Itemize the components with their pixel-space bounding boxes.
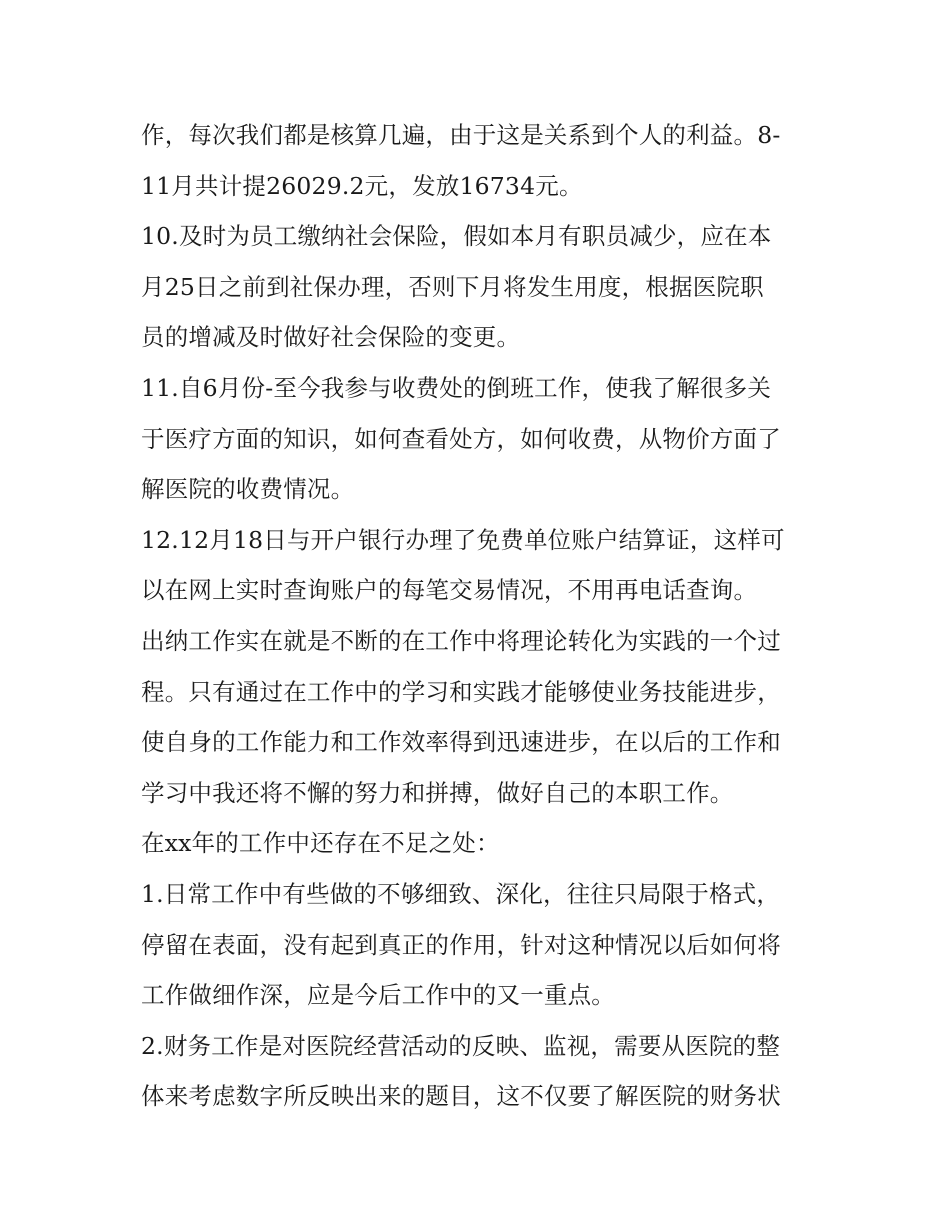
text-line: 11月共计提26029.2元，发放16734元。 <box>141 171 583 200</box>
text-line: 工作做细作深，应是今后工作中的又一重点。 <box>141 981 615 1010</box>
text-line: 于医疗方面的知识，如何查看处方，如何收费，从物价方面了 <box>141 424 781 453</box>
text-line: 程。只有通过在工作中的学习和实践才能够使业务技能进步， <box>141 677 781 706</box>
text-line: 出纳工作实在就是不断的在工作中将理论转化为实践的一个过 <box>141 626 781 655</box>
text-line: 12.12月18日与开户银行办理了免费单位账户结算证，这样可 <box>141 525 785 554</box>
text-line: 体来考虑数字所反映出来的题目，这不仅要了解医院的财务状 <box>141 1082 781 1111</box>
text-line: 解医院的收费情况。 <box>141 475 355 504</box>
text-line: 2.财务工作是对医院经营活动的反映、监视，需要从医院的整 <box>141 1031 781 1060</box>
text-line: 停留在表面，没有起到真正的作用，针对这种情况以后如何将 <box>141 930 781 959</box>
text-line: 使自身的工作能力和工作效率得到迅速进步，在以后的工作和 <box>141 728 781 757</box>
text-line: 作，每次我们都是核算几遍，由于这是关系到个人的利益。8- <box>141 121 781 149</box>
text-line: 10.及时为员工缴纳社会保险，假如本月有职员减少，应在本 <box>141 222 772 251</box>
document-body <box>141 110 821 1122</box>
text-line: 在xx年的工作中还存在不足之处： <box>141 829 500 858</box>
text-line: 1.日常工作中有些做的不够细致、深化，往往只局限于格式， <box>141 879 781 908</box>
text-line: 以在网上实时查询账户的每笔交易情况，不用再电话查询。 <box>141 576 758 605</box>
text-line: 月25日之前到社保办理，否则下月将发生用度，根据医院职 <box>141 272 764 301</box>
text-line: 学习中我还将不懈的努力和拼搏，做好自己的本职工作。 <box>141 778 734 807</box>
text-line: 11.自6月份-至今我参与收费处的倒班工作，使我了解很多关 <box>141 373 772 402</box>
text-line: 员的增减及时做好社会保险的变更。 <box>141 323 521 352</box>
